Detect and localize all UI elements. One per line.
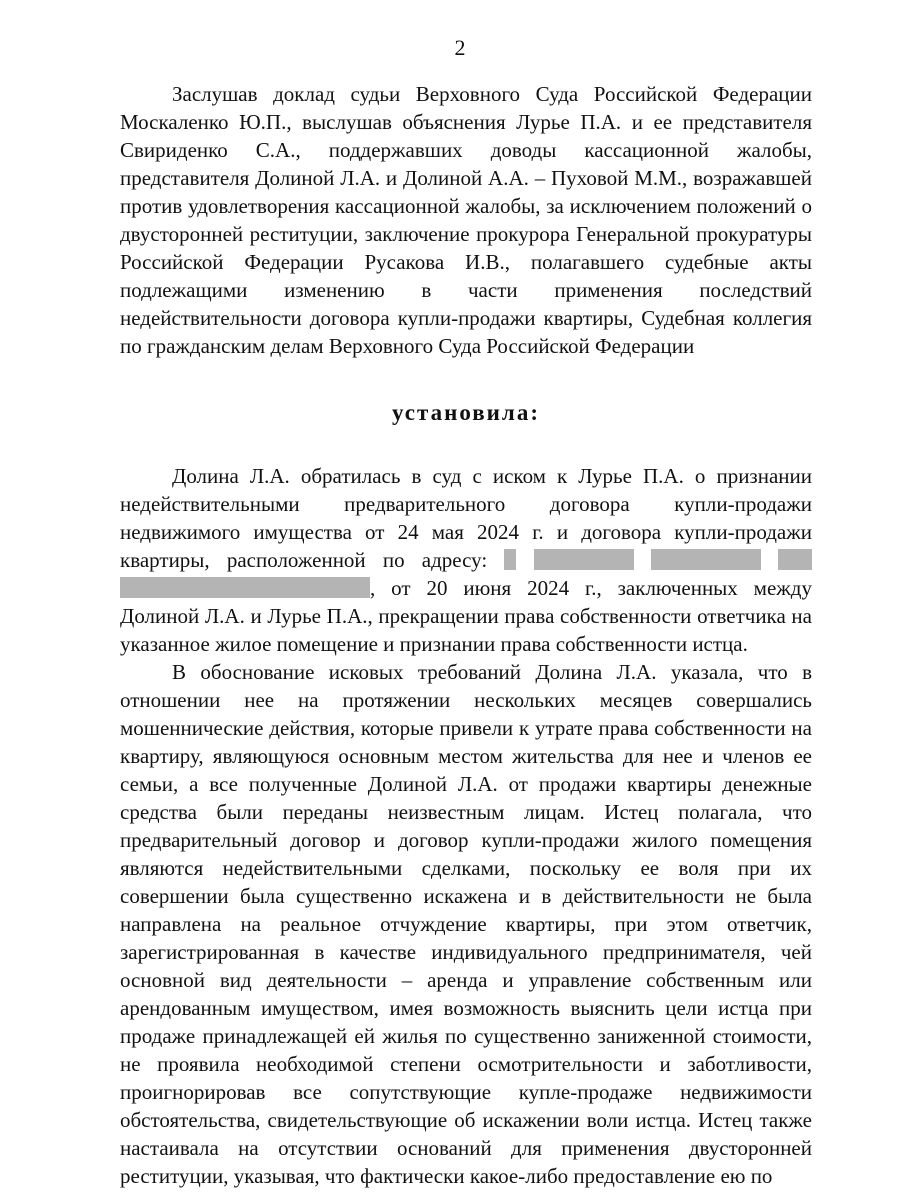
redacted-address-block [651, 549, 761, 570]
redacted-address-block [120, 577, 370, 598]
redacted-address-block [534, 549, 634, 570]
grounds-paragraph: В обоснование исковых требований Долина Л.А. указала, что в отношении нее на протяжении нескольких месяцев совершались мошеннические действия, которые привели к утрате права собственности на квартиру, являющуюся основным местом жительства для нее и членов ее семьи, а все полученные Долиной Л.А. от продажи квартиры денежные средства были переданы неизвестным лицам. Истец полагала, что предварительный договор и договор купли-продажи жилого помещения являются недействительными сделками, поскольку ее воля при их совершении была существенно искажена и в действительности не была направлена на реальное отчуждение квартиры, при этом ответчик, зарегистрированная в качестве индивидуального предпринимателя, чей основной вид деятельности – аренда и управление собственным или арендованным имуществом, имея возможность выяснить цели истца при продаже принадлежащей ей жилья по существенно заниженной стоимости, не проявила необходимой степени осмотрительности и заботливости, проигнорировав все сопутствующие купле-продаже недвижимости обстоятельства, свидетельствующие об искажении воли истца. Истец также настаивала на отсутствии оснований для применения двусторонней реституции, указывая, что фактически какое-либо предоставление ею по [120, 660, 812, 1188]
redacted-address-block [504, 549, 516, 570]
intro-paragraph: Заслушав доклад судьи Верховного Суда Российской Федерации Москаленко Ю.П., выслушав объяснения Лурье П.А. и ее представителя Свириденко С.А., поддержавших доводы кассационной жалобы, представителя Долиной Л.А. и Долиной А.А. – Пуховой М.М., возражавшей против удовлетворения кассационной жалобы, за исключением положений о двусторонней реституции, заключение прокурора Генеральной прокуратуры Российской Федерации Русакова И.В., полагавшего судебные акты подлежащими изменению в части применения последствий недействительности договора купли-продажи квартиры, Судебная коллегия по гражданским делам Верховного Суда Российской Федерации [120, 82, 812, 358]
page-number: 2 [454, 35, 466, 60]
claim-text-before-address: Долина Л.А. обратилась в суд с иском к Лурье П.А. о признании недействительными предварительного договора купли-продажи недвижимого имущества от 24 мая 2024 г. и договора купли-продажи квартиры, расположенной по адресу: [120, 464, 812, 572]
claim-paragraph [120, 462, 812, 658]
claim-text-after-address: , от 20 июня 2024 г., заключенных между Долиной Л.А. и Лурье П.А., прекращении права собственности ответчика на указанное жилое помещение и признании права собственности истца. [120, 576, 812, 656]
redacted-address-block [778, 549, 812, 570]
document-body [120, 80, 812, 1190]
section-heading: установила: [392, 400, 540, 425]
